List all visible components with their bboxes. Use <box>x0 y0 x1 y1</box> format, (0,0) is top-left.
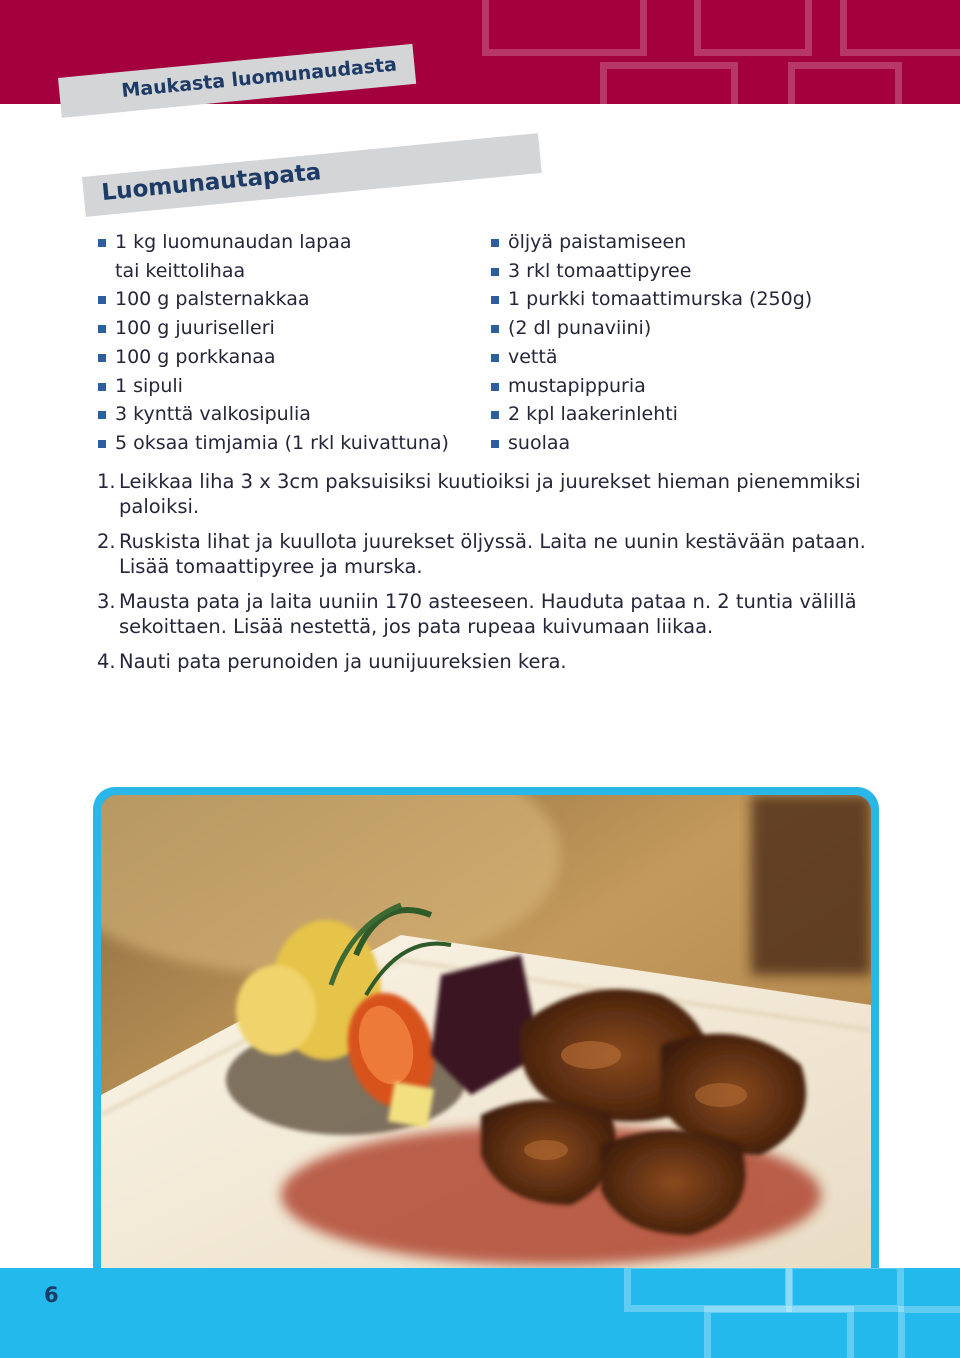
recipe-title-tag <box>82 133 542 217</box>
ingredient-item: suolaa <box>491 429 812 458</box>
food-photo <box>101 795 871 1285</box>
step-text: Ruskista lihat ja kuullota juurekset öljyssä. Laita ne uunin kestävään pataan. Lisää tomaattipyree ja murska. <box>119 530 866 578</box>
decorative-square <box>600 62 738 104</box>
decorative-square <box>704 1306 854 1358</box>
ingredient-item: (2 dl punaviini) <box>491 314 812 343</box>
step-text: Leikkaa liha 3 x 3cm paksuisiksi kuutioiksi ja juurekset hieman pienemmiksi paloiksi. <box>119 470 861 518</box>
step-number: 3. <box>97 590 116 613</box>
ingredient-item: 100 g porkkanaa <box>98 343 449 372</box>
ingredient-item: mustapippuria <box>491 372 812 401</box>
ingredient-item: 1 purkki tomaattimurska (250g) <box>491 285 812 314</box>
step-text: Nauti pata perunoiden ja uunijuureksien kera. <box>119 650 567 673</box>
ingredients-list-left <box>98 228 449 458</box>
step-number: 2. <box>97 530 116 553</box>
page-number: 6 <box>44 1283 59 1307</box>
instruction-step <box>97 590 877 639</box>
step-number: 1. <box>97 470 116 493</box>
decorative-square <box>898 1306 960 1358</box>
stew-plate-illustration <box>101 795 871 1285</box>
ingredient-item: 1 sipuli <box>98 372 449 401</box>
ingredient-item: öljyä paistamiseen <box>491 228 812 257</box>
ingredient-item: 3 kynttä valkosipulia <box>98 400 449 429</box>
instruction-step <box>97 470 877 519</box>
ingredient-item: 100 g palsternakkaa <box>98 285 449 314</box>
step-text: Mausta pata ja laita uuniin 170 asteeseen. Hauduta pataa n. 2 tuntia välillä sekoittaen. Lisää nestettä, jos pata rupeaa kuivumaan liikaa. <box>119 590 857 638</box>
footer-band <box>0 1268 960 1358</box>
photo-frame <box>93 787 879 1287</box>
ingredient-subline: tai keittolihaa <box>115 259 246 282</box>
series-title: Maukasta luomunaudasta <box>120 53 398 102</box>
ingredients-list-right <box>491 228 812 458</box>
ingredient-item: 100 g juuriselleri <box>98 314 449 343</box>
ingredient-item: 2 kpl laakerinlehti <box>491 400 812 429</box>
ingredient-item: 1 kg luomunaudan lapaa tai keittolihaa <box>98 228 449 285</box>
instruction-step <box>97 530 877 579</box>
instruction-step <box>97 650 877 675</box>
ingredient-item: vettä <box>491 343 812 372</box>
decorative-square <box>694 0 812 56</box>
decorative-square <box>788 62 902 104</box>
recipe-title: Luomunautapata <box>100 159 323 207</box>
decorative-square <box>840 0 960 56</box>
ingredient-item: 3 rkl tomaattipyree <box>491 257 812 286</box>
step-number: 4. <box>97 650 116 673</box>
ingredient-item: 5 oksaa timjamia (1 rkl kuivattuna) <box>98 429 449 458</box>
decorative-square <box>482 0 647 56</box>
instruction-steps <box>97 470 877 686</box>
